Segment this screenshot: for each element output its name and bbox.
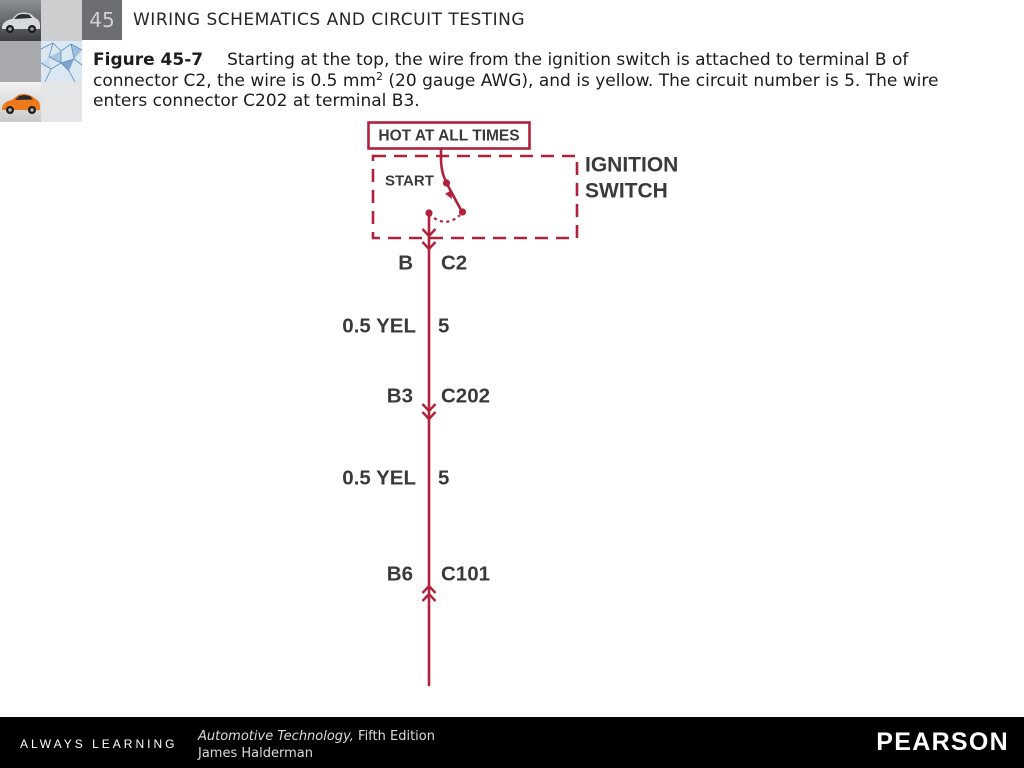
connector-name-label: C2: [441, 251, 468, 275]
switch-position-label: START: [385, 172, 434, 190]
car-wheel-hub: [30, 27, 34, 31]
car-wheel-hub: [30, 108, 33, 111]
figure-label: Figure 45-7: [93, 50, 204, 70]
book-author: James Halderman: [198, 746, 313, 761]
switch-blade-arrowhead: [445, 190, 452, 199]
orange-car-thumbnail: [0, 82, 41, 122]
wiring-schematic: [320, 115, 700, 690]
circuit-number-label: 5: [438, 314, 450, 338]
ignition-switch-outline: [373, 156, 577, 238]
caption-text-continued: (20 gauge AWG), and is yellow. The circuit number is 5. The wire enters connector C202 at terminal B3.: [93, 70, 939, 111]
switch-blade: [447, 183, 462, 210]
connector-name-label: C101: [441, 562, 491, 586]
connector-terminal-label: B6: [386, 562, 413, 586]
component-label-line1: IGNITION: [585, 153, 679, 177]
wire-size-color-label: 0.5 YEL: [342, 314, 416, 338]
caption-superscript: 2: [376, 69, 384, 83]
book-title-line: [198, 729, 435, 745]
chapter-number-badge: 45: [82, 0, 122, 40]
circuit-number-label: 5: [438, 466, 450, 490]
book-edition: Fifth Edition: [358, 729, 435, 744]
feed-wire: [441, 149, 447, 183]
component-label-line2: SWITCH: [585, 179, 668, 203]
figure-caption: [93, 50, 973, 112]
caption-text: Starting at the top, the wire from the ignition switch is attached to terminal B of connector C2, the wire is 0.5 mm: [93, 50, 909, 91]
car-wheel-hub: [8, 108, 11, 111]
connector-name-label: C202: [441, 384, 491, 408]
gray-tile: [0, 41, 41, 82]
silver-car-image: [0, 0, 41, 41]
book-title: Automotive Technology,: [198, 729, 354, 744]
crystal-pattern-image: [41, 41, 82, 82]
publisher-logo: PEARSON: [876, 728, 1009, 756]
power-source-label: HOT AT ALL TIMES: [378, 127, 520, 145]
connector-terminal-label: B3: [386, 384, 413, 408]
gray-tile: [41, 0, 82, 41]
footer-tagline: ALWAYS LEARNING: [20, 737, 178, 751]
wire-size-color-label: 0.5 YEL: [342, 466, 416, 490]
crystal-pattern-thumbnail: [41, 41, 82, 82]
chapter-title: WIRING SCHEMATICS AND CIRCUIT TESTING: [133, 10, 526, 30]
switch-start-contact: [459, 208, 466, 215]
switch-travel-arc: [429, 214, 460, 222]
footer-bar: [0, 717, 1024, 768]
orange-car-image: [0, 82, 41, 122]
pale-tile: [41, 82, 82, 122]
car-wheel-hub: [8, 27, 12, 31]
silver-car-thumbnail: [0, 0, 41, 41]
connector-terminal-label: B: [398, 251, 413, 275]
